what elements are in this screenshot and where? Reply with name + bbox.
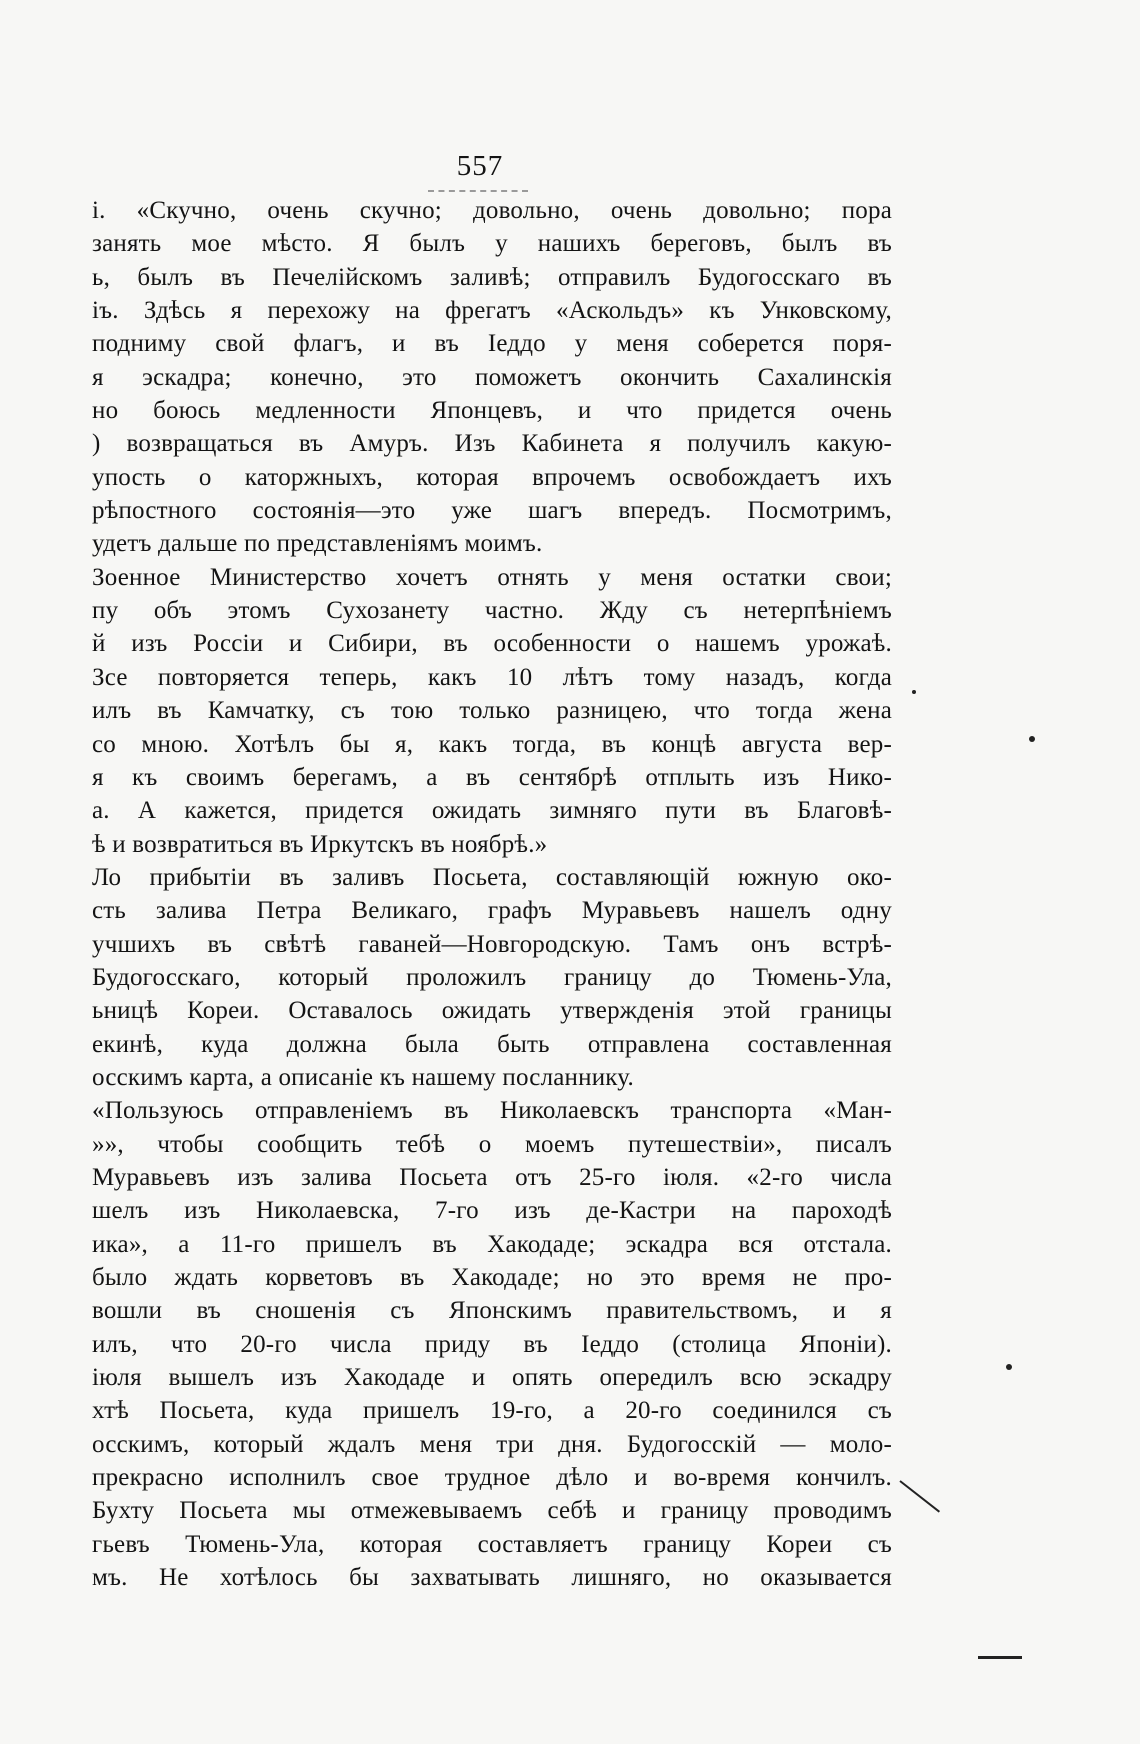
text-line: но боюсь медленности Японцевъ, и что придется очень [92,397,892,425]
text-line: я эскадра; конечно, это поможетъ окончить Сахалинскія [92,363,892,391]
text-line: рѣпостного состоянія—это уже шагъ впередъ. Посмотримъ, [92,497,892,525]
text-line: Ло прибытіи въ заливъ Посьета, составляющій южную око- [92,863,892,891]
text-line: ѣ и возвратиться въ Иркутскъ въ ноябрѣ.» [92,830,548,858]
text-line: сть залива Петра Великаго, графъ Муравьевъ нашелъ одну [92,897,892,925]
text-line: а. А кажется, придется ожидать зимняго пути въ Благовѣ- [92,797,892,825]
text-line: Зсе повторяется теперь, какъ 10 лѣтъ тому назадъ, когда [92,663,892,691]
text-line: со мною. Хотѣлъ бы я, какъ тогда, въ концѣ августа вер- [92,730,892,758]
text-line: учшихъ въ свѣтѣ гаваней—Новгородскую. Тамъ онъ встрѣ- [92,930,892,958]
text-line: екинѣ, куда должна была быть отправлена составленная [92,1030,892,1058]
text-line: і. «Скучно, очень скучно; довольно, очень довольно; пора [92,197,892,224]
page-number-rule [428,190,528,192]
text-line: илъ въ Камчатку, съ тою только разницею, что тогда жена [92,697,892,725]
text-line: ) возвращаться въ Амуръ. Изъ Кабинета я получилъ какую- [92,430,892,458]
text-line: іъ. Здѣсь я перехожу на фрегатъ «Аскольдъ» къ Унковскому, [92,297,892,325]
text-line: «Пользуюсь отправленіемъ въ Николаевскъ транспорта «Ман- [92,1097,892,1125]
ink-speck [912,690,916,694]
text-line: удетъ дальше по представленіямъ моимъ. [92,530,543,558]
text-line: было ждать корветовъ въ Хакодаде; но это время не про- [92,1264,892,1291]
text-line: осскимъ, который ждалъ меня три дня. Будогосскій — моло- [92,1430,892,1458]
text-line: подниму свой флагъ, и въ Іеддо у меня соберется поря- [92,330,892,358]
text-line: я къ своимъ берегамъ, а въ сентябрѣ отплыть изъ Нико- [92,763,892,791]
text-line: шелъ изъ Николаевска, 7-го изъ де-Кастри на пароходѣ [92,1197,892,1225]
text-line: Муравьевъ изъ залива Посьета отъ 25-го іюля. «2-го числа [92,1163,892,1191]
ink-speck [1006,1364,1012,1370]
text-line: прекрасно исполнилъ свое трудное дѣло и во-время кончилъ. [92,1464,892,1492]
text-line: іюля вышелъ изъ Хакодаде и опять опередилъ всю эскадру [92,1364,892,1392]
margin-dash [978,1656,1022,1659]
text-line: гьевъ Тюмень-Ула, которая составляетъ границу Кореи съ [92,1530,892,1558]
text-line: хтѣ Посьета, куда пришелъ 19-го, а 20-го соединился съ [92,1397,892,1425]
text-line: Бухту Посьета мы отмежевываемъ себѣ и границу проводимъ [92,1497,892,1525]
text-line: »», чтобы сообщить тебѣ о моемъ путешествіи», писалъ [92,1130,892,1158]
text-line: Зоенное Министерство хочетъ отнять у меня остатки свои; [92,563,892,591]
text-line: й изъ Россіи и Сибири, въ особенности о нашемъ урожаѣ. [92,630,892,658]
page-number: 557 [456,150,504,182]
text-line: Будогосскаго, который проложилъ границу до Тюмень-Ула, [92,963,892,991]
text-line: осскимъ карта, а описаніе къ нашему посланнику. [92,1063,634,1091]
text-line: вошли въ сношенія съ Японскимъ правительствомъ, и я [92,1297,892,1325]
text-line: ьницѣ Кореи. Оставалось ожидать утвержденія этой границы [92,997,892,1025]
text-line: ь, былъ въ Печелійскомъ заливѣ; отправилъ Будогосскаго въ [92,263,892,291]
ink-speck [1029,736,1035,742]
body-text [92,194,892,1594]
margin-stroke [899,1480,940,1512]
text-line: пу объ этомъ Сухозанету частно. Жду съ нетерпѣніемъ [92,597,892,625]
text-line: упость о каторжныхъ, которая впрочемъ освобождаетъ ихъ [92,463,892,491]
text-line: ика», а 11-го пришелъ въ Хакодаде; эскадра вся отстала. [92,1230,892,1258]
text-line: занять мое мѣсто. Я былъ у нашихъ береговъ, былъ въ [92,230,892,258]
text-line: мъ. Не хотѣлось бы захватывать лишняго, но оказывается [92,1564,892,1592]
text-line: илъ, что 20-го числа приду въ Іеддо (столица Японіи). [92,1330,892,1358]
